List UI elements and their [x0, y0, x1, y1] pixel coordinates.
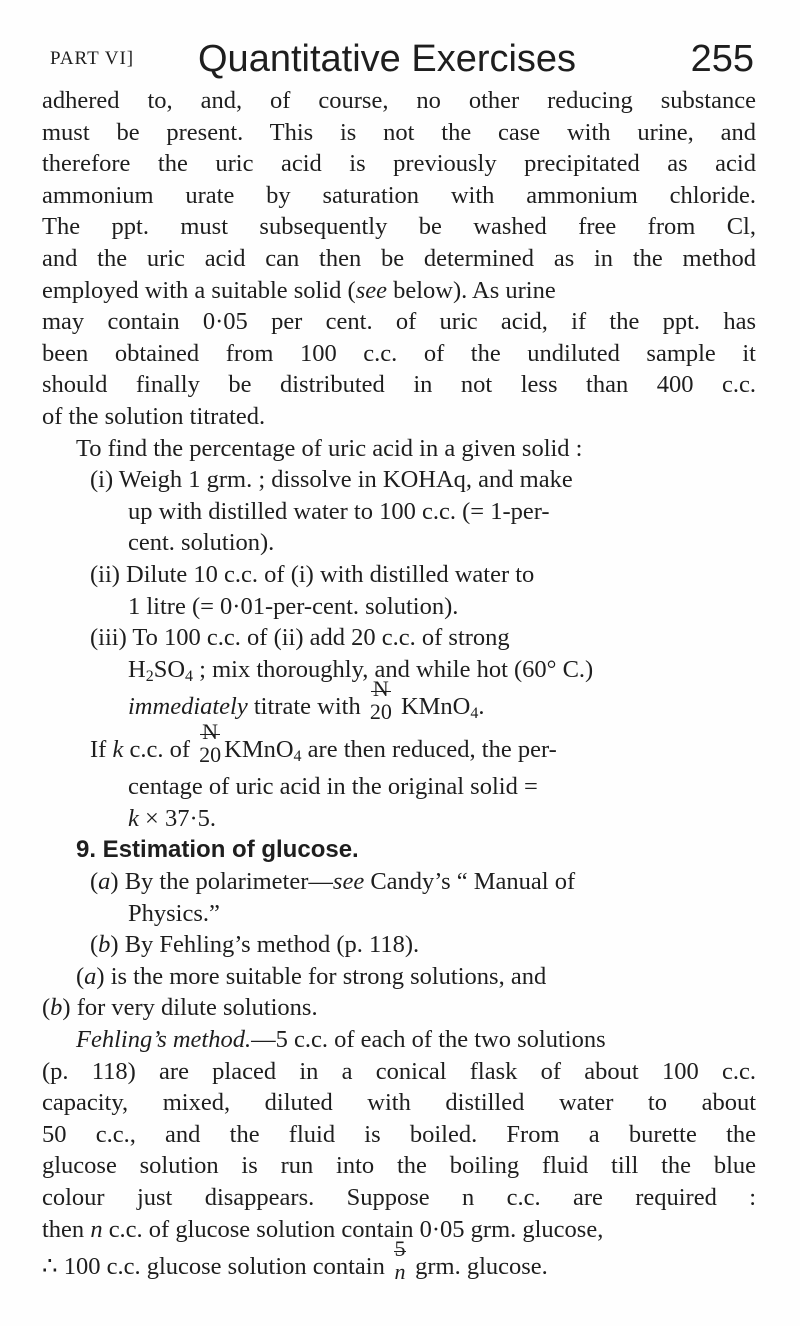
text-line: (a) is the more suitable for strong solutions, and: [76, 962, 547, 990]
text-line: 50 c.c., and the fluid is boiled. From a burette the: [42, 1120, 756, 1148]
text-line: up with distilled water to 100 c.c. (= 1-per-: [128, 497, 550, 525]
text-line: (p. 118) are placed in a conical flask of about 100 c.c.: [42, 1057, 756, 1085]
text-line: Fehling’s method.—5 c.c. of each of the two solutions: [76, 1026, 606, 1054]
list-item: (ii) Dilute 10 c.c. of (i) with distilled water to: [90, 560, 535, 588]
text-line: therefore the uric acid is previously precipitated as acid: [42, 150, 756, 178]
formula-line: immediately titrate with N 20 KMnO$_4$.: [128, 676, 485, 725]
text-line: should finally be distributed in not less than 400 c.c.: [42, 371, 756, 399]
section-heading: 9. Estimation of glucose.: [76, 836, 359, 864]
part-label: PART VI]: [50, 48, 135, 69]
text-line: colour just disappears. Suppose n c.c. are required :: [42, 1184, 756, 1211]
formula-line: If k c.c. of N 20 KMnO$_4$ are then reduced, the per-: [90, 719, 557, 768]
text-line: cent. solution).: [128, 529, 275, 557]
list-item: (i) Weigh 1 grm. ; dissolve in KOHAq, and make: [90, 466, 573, 494]
text-line: may contain 0·05 per cent. of uric acid, if the ppt. has: [42, 308, 756, 336]
formula-line: ∴ 100 c.c. glucose solution contain 5 n grm. glucose.: [42, 1236, 548, 1285]
fraction-n-20: N 20: [369, 676, 392, 725]
text-line: The ppt. must subsequently be washed free from Cl,: [42, 213, 756, 241]
fraction-n-20: N 20: [199, 719, 222, 768]
text-line: been obtained from 100 c.c. of the undiluted sample it: [42, 339, 756, 367]
text-line: capacity, mixed, diluted with distilled water to about: [42, 1089, 756, 1117]
text-line: Physics.”: [128, 899, 220, 927]
text-line: centage of uric acid in the original solid =: [128, 773, 538, 801]
text-line: must be present. This is not the case with urine, and: [42, 118, 756, 146]
page-number: 255: [690, 38, 754, 80]
text-line: adhered to, and, of course, no other reducing substance: [42, 87, 756, 114]
list-item: (a) By the polarimeter—see Candy’s “ Manual of: [90, 868, 576, 896]
text-line: To find the percentage of uric acid in a given solid :: [76, 434, 583, 462]
text-line: k × 37·5.: [128, 804, 216, 832]
list-item: (iii) To 100 c.c. of (ii) add 20 c.c. of strong: [90, 624, 510, 652]
fraction-5-n: 5 n: [394, 1236, 406, 1285]
text-line: employed with a suitable solid (see below). As urine: [42, 276, 556, 304]
list-item: (b) By Fehling’s method (p. 118).: [90, 931, 420, 959]
body-text: [42, 85, 756, 1288]
text-line: of the solution titrated.: [42, 402, 266, 430]
text-line: 1 litre (= 0·01-per-cent. solution).: [128, 592, 459, 620]
text-line: glucose solution is run into the boiling fluid till the blue: [42, 1152, 756, 1180]
see-reference: see: [355, 276, 387, 304]
text-line: and the uric acid can then be determined as in the method: [42, 244, 756, 272]
formula-line: $H_2SO_4$ ; mix thoroughly, and while hot (60° C.): [128, 655, 594, 685]
chapter-title: Quantitative Exercises: [198, 38, 577, 80]
text-line: (b) for very dilute solutions.: [42, 994, 318, 1022]
text-line: ammonium urate by saturation with ammonium chloride.: [42, 181, 756, 209]
text-line: then n c.c. of glucose solution contain 0·05 grm. glucose,: [42, 1215, 604, 1243]
